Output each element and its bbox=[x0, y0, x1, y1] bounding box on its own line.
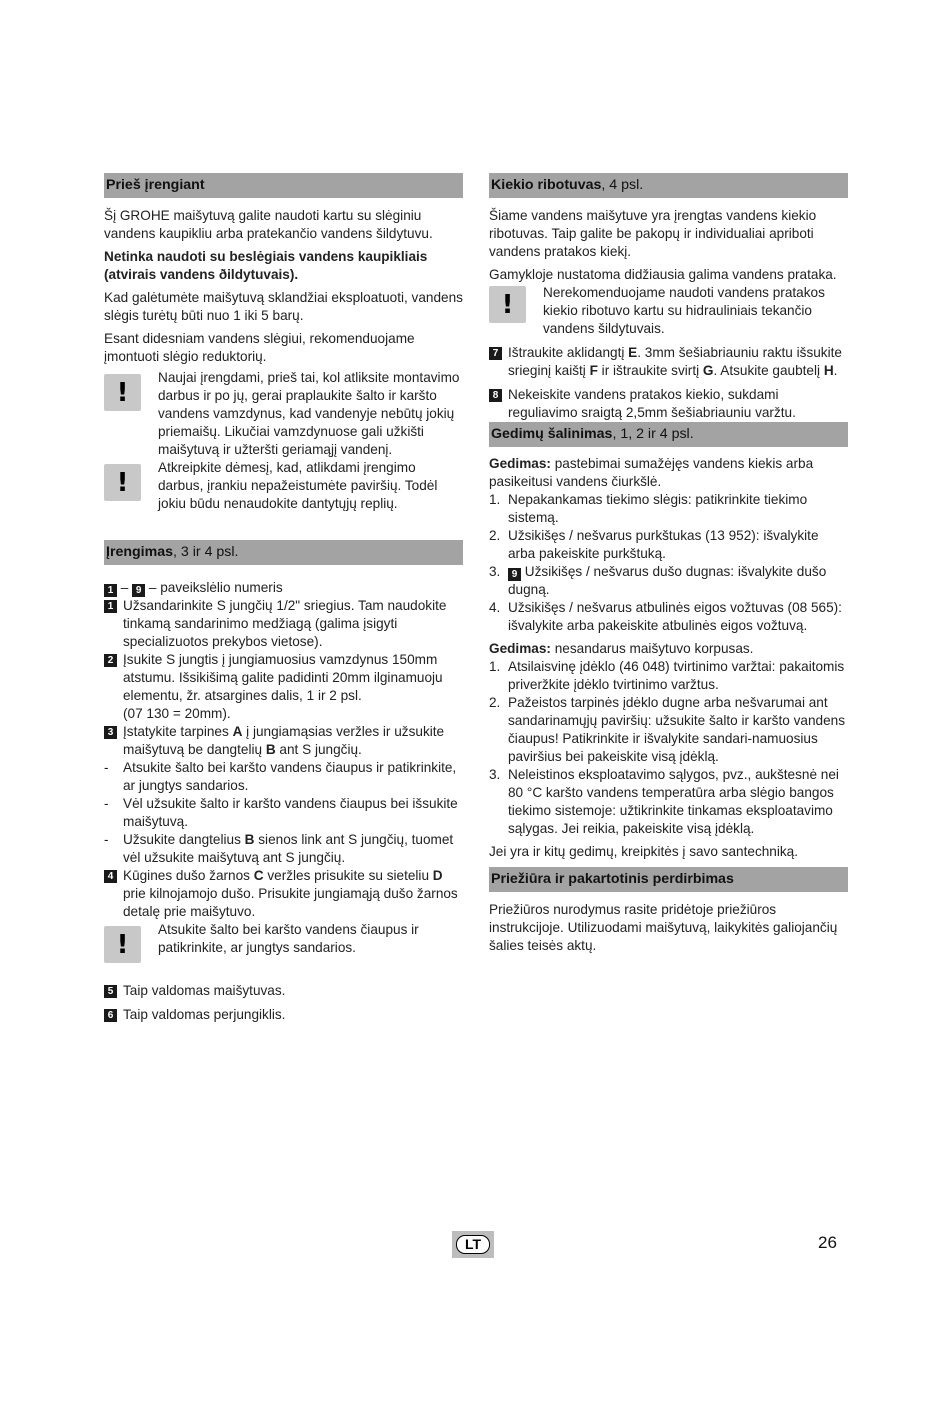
section-header-installation: Įrengimas, 3 ir 4 psl. bbox=[104, 540, 463, 565]
language-badge: LT bbox=[452, 1231, 494, 1258]
step-5: 5 Taip valdomas maišytuvas. bbox=[104, 982, 463, 1000]
step-8: 8 Nekeiskite vandens pratakos kiekio, sukdami reguliavimo sraigtą 2,5mm šešiabriauniu varžtu. bbox=[489, 386, 848, 422]
step-3: 3 Įstatykite tarpines A į jungiamąsias veržles ir užsukite maišytuvą be dangtelių B ant S jungčių. bbox=[104, 723, 463, 759]
contact-plumber: Jei yra ir kitų gedimų, kreipkitės į savo santechniką. bbox=[489, 844, 799, 859]
right-column bbox=[489, 173, 848, 960]
step-2: 2 Įsukite S jungtis į jungiamuosius vamzdynus 150mm atstumu. Išsikišimą galite padidinti 20mm ilginamuoju elementu, žr. atsargines dalis, 1 ir 2 psl. (07 130 = 20mm). bbox=[104, 651, 463, 723]
figure-reference-line: 1 – 9 – paveikslėlio numeris bbox=[104, 579, 463, 597]
fault-1-item-4: 4. Užsikišęs / nešvarus atbulinės eigos vožtuvas (08 565): išvalykite arba pakeiskite atbulinės eigos vožtuvą. bbox=[489, 600, 842, 633]
fault-2-item-2: 2. Pažeistos tarpinės įdėklo dugne arba nešvarumai ant sandarinamųjų paviršių: užsukite šalto ir karšto vandens čiaupus! Patikrinkite ir išvalykite sandari-namuosius paviršius bei pakeiskite visą įdėklą. bbox=[489, 695, 845, 764]
warning-icon bbox=[104, 464, 141, 501]
fault-2-item-3: 3. Neleistinos eksploatavimo sąlygos, pvz., aukštesnė nei 80 °C karšto vandens temperatūra arba slėgio bangos tiekimo sistemoje: užtikrinkite tinkamas eksploatavimo sąlygas. Jei reikia, pakeiskite visą įdėklą. bbox=[489, 767, 839, 836]
page-number: 26 bbox=[818, 1233, 837, 1252]
dash-item: - Užsukite dangtelius B sienos link ant S jungčių, tuomet vėl užsukite maišytuvą ant S jungčių. bbox=[104, 831, 463, 867]
warning-icon bbox=[489, 286, 526, 323]
warning-surface-damage: ! Atkreipkite dėmesį, kad, atlikdami įrengimo darbus, įrankiu nepažeistumėte paviršių. Todėl jokiu būdu nenaudokite dantytųjų replių. bbox=[104, 459, 463, 513]
pressure-paragraph: Kad galėtumėte maišytuvą sklandžiai eksploatuoti, vandens slėgis turėtų būti nuo 1 iki 5 barų. bbox=[104, 290, 463, 323]
warning-check-seal: ! Atsukite šalto bei karšto vandens čiaupus ir patikrinkite, ar jungtys sandarios. bbox=[104, 921, 463, 957]
step-4: 4 Kūgines dušo žarnos C veržles prisukite su sieteliu D prie kilnojamojo dušo. Prisukite jungiamąją dušo žarnos detalę prie maišytuvo. bbox=[104, 867, 463, 921]
intro-paragraph: Šį GROHE maišytuvą galite naudoti kartu su slėginiu vandens kaupikliu arba pratekančio vandens šildytuvu. bbox=[104, 208, 433, 241]
step-1: 1 Užsandarinkite S jungčių 1/2" sriegius. Tam naudokite tinkamą sandarinimo medžiagą (galima įsigyti specializuotos prekybos vietose). bbox=[104, 597, 463, 651]
fault-1-item-2: 2. Užsikišęs / nešvarus purkštukas (13 952): išvalykite arba pakeiskite purkštuką. bbox=[489, 528, 819, 561]
maintenance-paragraph: Priežiūros nurodymus rasite pridėtoje priežiūros instrukcijoje. Utilizuodami maišytuvą, laikykitės galiojančių šalies teisės aktų. bbox=[489, 902, 838, 953]
section-header-flow-limiter: Kiekio ribotuvas, 4 psl. bbox=[489, 173, 848, 198]
warning-flush-pipes: ! Naujai įrengdami, prieš tai, kol atliksite montavimo darbus ir po jų, gerai praplaukite šalto ir karšto vandens vamzdynus, kad vandenyje nebūtų jokių priemaišų. Likučiai vamzdynuose gali užkišti maišytuvą ir užteršti geriamąjį vandenį. bbox=[104, 369, 463, 459]
dash-item: - Vėl užsukite šalto ir karšto vandens čiaupus bei išsukite maišytuvą. bbox=[104, 795, 463, 831]
reducer-paragraph: Esant didesniam vandens slėgiui, rekomenduojame įmontuoti slėgio reduktorių. bbox=[104, 331, 415, 364]
section-header-maintenance: Priežiūra ir pakartotinis perdirbimas bbox=[489, 867, 848, 892]
fault-2: Gedimas: nesandarus maišytuvo korpusas. bbox=[489, 641, 754, 656]
warning-icon bbox=[104, 374, 141, 411]
section-header-troubleshooting: Gedimų šalinimas, 1, 2 ir 4 psl. bbox=[489, 422, 848, 447]
left-column bbox=[104, 173, 463, 1024]
not-suitable-note: Netinka naudoti su beslėgiais vandens kaupikliais (atvirais vandens ðildytuvais). bbox=[104, 249, 428, 282]
fault-1-item-3: 3. 9 Užsikišęs / nešvarus dušo dugnas: išvalykite dušo dugną. bbox=[489, 564, 827, 597]
fault-1: Gedimas: pastebimai sumažėjęs vandens kiekis arba pasikeitusi vandens čiurkšlė. bbox=[489, 456, 814, 489]
warning-icon bbox=[104, 926, 141, 963]
flow-limiter-intro: Šiame vandens maišytuve yra įrengtas vandens kiekio ribotuvas. Taip galite be pakopų ir individualiai apriboti vandens pratakos kiekį. bbox=[489, 208, 817, 259]
step-6: 6 Taip valdomas perjungiklis. bbox=[104, 1006, 463, 1024]
warning-hydraulic-heater: ! Nerekomenduojame naudoti vandens pratakos kiekio ribotuvo kartu su hidrauliniais tekančio vandens šildytuvais. bbox=[489, 284, 848, 338]
fault-2-item-1: 1. Atsilaisvinę įdėklo (46 048) tvirtinimo varžtai: pakaitomis priveržkite įdėklo tvirtinimo varžtus. bbox=[489, 659, 845, 692]
factory-setting: Gamykloje nustatoma didžiausia galima vandens prataka. bbox=[489, 267, 837, 282]
section-header-before-installation: Prieš įrengiant bbox=[104, 173, 463, 198]
step-7: 7 Ištraukite aklidangtį E. 3mm šešiabriauniu raktu išsukite srieginį kaištį F ir ištraukite svirtį G. Atsukite gaubtelį H. bbox=[489, 344, 848, 380]
fault-1-item-1: 1. Nepakankamas tiekimo slėgis: patikrinkite tiekimo sistemą. bbox=[489, 492, 808, 525]
dash-item: - Atsukite šalto bei karšto vandens čiaupus ir patikrinkite, ar jungtys sandarios. bbox=[104, 759, 463, 795]
